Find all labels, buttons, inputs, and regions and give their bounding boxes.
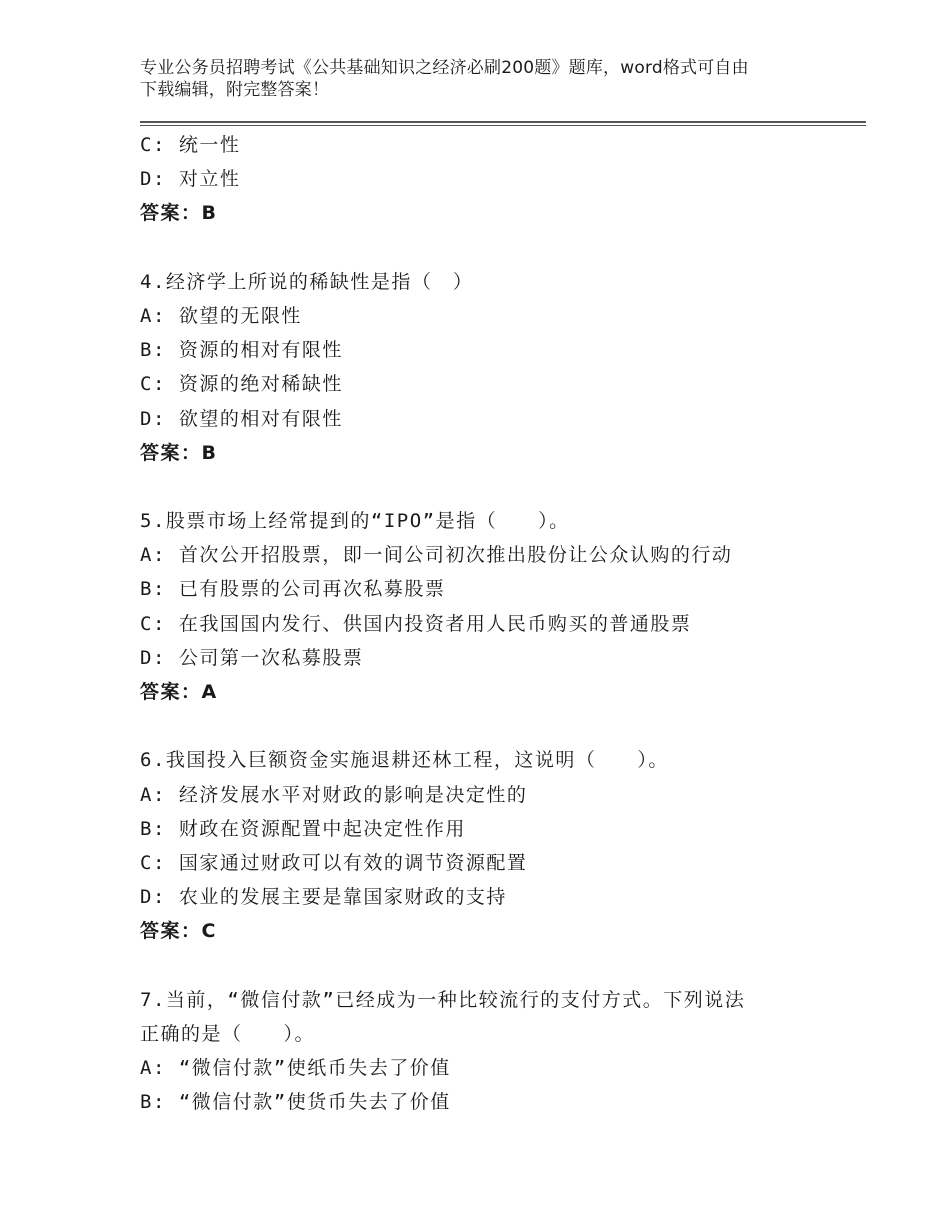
spacer	[140, 470, 830, 504]
answer-label: 答案：B	[140, 441, 218, 464]
answer-label: 答案：C	[140, 920, 217, 943]
option-b: B: 资源的相对有限性	[140, 339, 343, 362]
header-rule-thin	[140, 125, 866, 126]
header-rule-thick	[140, 121, 866, 123]
question-5	[140, 504, 830, 709]
option-b: B: 财政在资源配置中起决定性作用	[140, 817, 466, 840]
question-content	[140, 128, 830, 1119]
question-stem: 6.我国投入巨额资金实施退耕还林工程，这说明（ ）。	[140, 749, 669, 772]
option-a: A: 首次公开招股票，即一间公司初次推出股份让公众认购的行动	[140, 544, 733, 567]
option-a: A: 经济发展水平对财政的影响是决定性的	[140, 783, 528, 806]
option-c: C: 在我国国内发行、供国内投资者用人民币购买的普通股票	[140, 612, 692, 635]
question-stem: 5.股票市场上经常提到的“IPO”是指（ ）。	[140, 510, 570, 533]
question-stem: 4.经济学上所说的稀缺性是指（ ）	[140, 270, 474, 293]
question-7	[140, 983, 830, 1120]
header-line-1: 专业公务员招聘考试《公共基础知识之经济必刷200题》题库，word格式可自由	[140, 58, 749, 78]
option-c: C: 统一性	[140, 134, 241, 156]
question-3-tail	[140, 128, 830, 231]
option-b: B: “微信付款”使货币失去了价值	[140, 1091, 451, 1114]
option-b: B: 已有股票的公司再次私募股票	[140, 578, 446, 601]
question-stem-line-2: 正确的是（ ）。	[140, 1022, 316, 1045]
answer-label: 答案：A	[140, 681, 218, 703]
question-4	[140, 265, 830, 470]
option-c: C: 国家通过财政可以有效的调节资源配置	[140, 851, 528, 874]
option-d: D: 农业的发展主要是靠国家财政的支持	[140, 886, 507, 909]
answer-label: 答案：B	[140, 202, 218, 225]
option-a: A: 欲望的无限性	[140, 304, 302, 327]
option-d: D: 对立性	[140, 168, 241, 191]
question-6	[140, 743, 830, 948]
document-header	[140, 57, 820, 101]
question-stem-line-1: 7.当前，“微信付款”已经成为一种比较流行的支付方式。下列说法	[140, 988, 746, 1011]
option-a: A: “微信付款”使纸币失去了价值	[140, 1057, 451, 1080]
option-d: D: 公司第一次私募股票	[140, 646, 364, 669]
spacer	[140, 949, 830, 983]
spacer	[140, 709, 830, 743]
option-c: C: 资源的绝对稀缺性	[140, 373, 343, 396]
option-d: D: 欲望的相对有限性	[140, 407, 343, 430]
spacer	[140, 231, 830, 265]
header-line-2: 下载编辑，附完整答案！	[140, 80, 330, 100]
